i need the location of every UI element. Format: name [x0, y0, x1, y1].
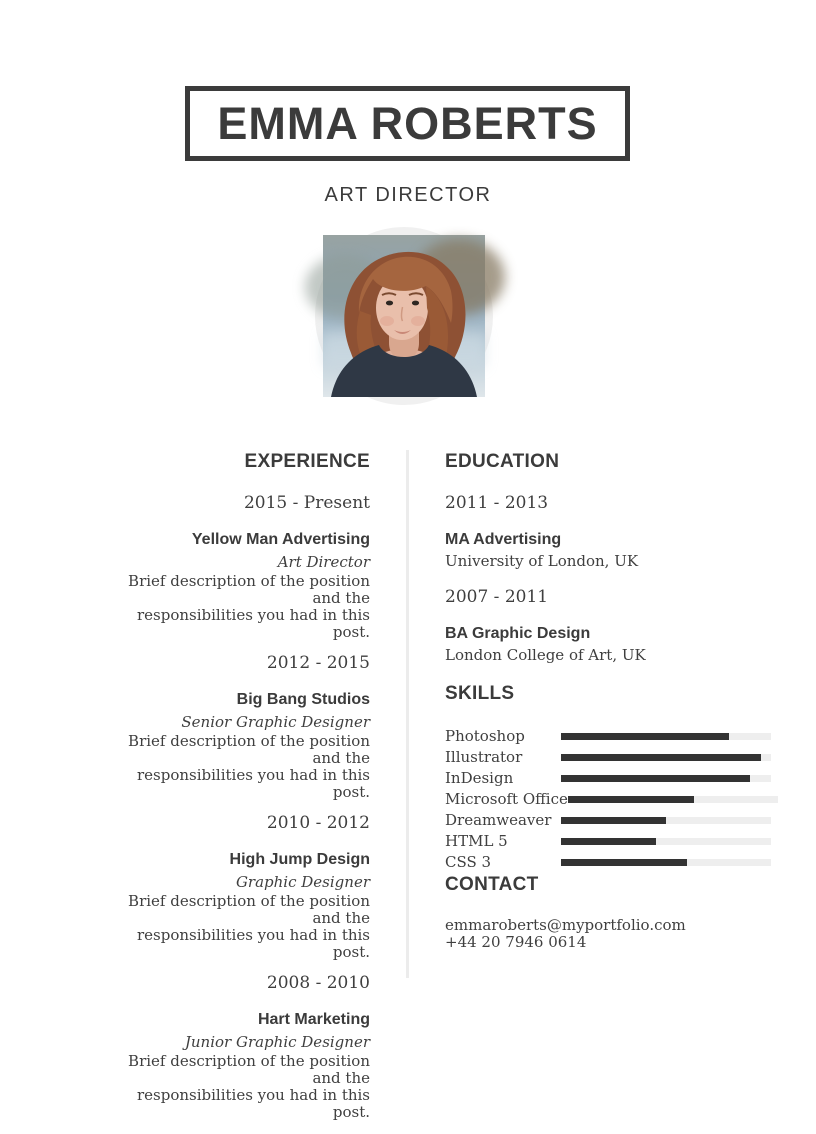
education-entry: [445, 494, 771, 570]
experience-entry: [100, 814, 370, 961]
skill-bar-fill: [568, 796, 694, 803]
company-name: High Jump Design: [229, 851, 370, 868]
education-dates: 2007 - 2011: [445, 587, 549, 607]
skill-bar-fill: [561, 754, 761, 761]
skill-label: Microsoft Office: [445, 790, 568, 808]
experience-dates: 2012 - 2015: [266, 653, 370, 673]
school-name: University of London, UK: [445, 552, 639, 570]
contact-heading: CONTACT: [445, 874, 539, 895]
experience-dates: 2015 - Present: [243, 493, 370, 513]
skill-bar-fill: [561, 733, 729, 740]
skill-bar-fill: [561, 775, 750, 782]
job-description-line: responsibilities you had in this post.: [136, 766, 370, 801]
portrait-image: [323, 235, 485, 397]
job-title: ART DIRECTOR: [324, 184, 492, 206]
job-description-line: Brief description of the position and the: [128, 732, 370, 767]
job-description-line: Brief description of the position and the: [128, 1052, 370, 1087]
job-description: [100, 573, 370, 641]
experience-entry: [100, 974, 370, 1121]
skill-row: [445, 768, 771, 789]
skill-bar-track: [561, 754, 771, 761]
education-list: [445, 494, 771, 664]
right-column: [445, 450, 771, 951]
skill-bar-track: [561, 733, 771, 740]
name-title-box: [185, 86, 630, 161]
skill-label: InDesign: [445, 769, 514, 787]
job-description-line: responsibilities you had in this post.: [136, 1086, 370, 1121]
skills-heading: SKILLS: [445, 683, 515, 704]
skill-bar-track: [561, 838, 771, 845]
skill-bar-track: [561, 775, 771, 782]
experience-dates: 2008 - 2010: [266, 973, 370, 993]
experience-dates: 2010 - 2012: [266, 813, 370, 833]
job-description-line: responsibilities you had in this post.: [136, 926, 370, 961]
skill-bar-track: [561, 859, 771, 866]
experience-list: [100, 494, 370, 1121]
skill-label: CSS 3: [445, 853, 492, 871]
skill-row: [445, 852, 771, 873]
skill-row: [445, 810, 771, 831]
profile-photo: [315, 227, 493, 405]
degree-name: MA Advertising: [445, 531, 562, 548]
job-description-line: responsibilities you had in this post.: [136, 606, 370, 641]
skills-list: [445, 726, 771, 873]
job-description-line: Brief description of the position and the: [128, 572, 370, 607]
skill-label: Illustrator: [445, 748, 523, 766]
skill-bar-fill: [561, 859, 687, 866]
company-name: Yellow Man Advertising: [191, 531, 370, 548]
skill-label: Dreamweaver: [445, 811, 552, 829]
skill-bar-fill: [561, 838, 656, 845]
job-description-line: Brief description of the position and the: [128, 892, 370, 927]
column-divider: [406, 450, 409, 978]
skill-bar-track: [561, 817, 771, 824]
degree-name: BA Graphic Design: [445, 625, 591, 642]
skill-row: [445, 747, 771, 768]
skill-label: HTML 5: [445, 832, 508, 850]
skill-label: Photoshop: [445, 727, 525, 745]
skill-bar-track: [568, 796, 778, 803]
education-heading: EDUCATION: [445, 451, 560, 472]
experience-entry: [100, 654, 370, 801]
experience-section: [100, 450, 370, 1134]
job-description: [100, 893, 370, 961]
experience-heading: EXPERIENCE: [244, 451, 370, 472]
job-role: Senior Graphic Designer: [181, 713, 370, 731]
experience-entry: [100, 494, 370, 641]
job-description: [100, 1053, 370, 1121]
skill-bar-fill: [561, 817, 666, 824]
education-dates: 2011 - 2013: [445, 493, 549, 513]
name-title: EMMA ROBERTS: [217, 98, 598, 149]
skill-row: [445, 789, 771, 810]
school-name: London College of Art, UK: [445, 646, 646, 664]
job-role: Junior Graphic Designer: [184, 1033, 370, 1051]
company-name: Big Bang Studios: [236, 691, 370, 708]
education-entry: [445, 588, 771, 664]
skill-row: [445, 726, 771, 747]
job-description: [100, 733, 370, 801]
contact-email: emmaroberts@myportfolio.com: [445, 916, 686, 934]
job-role: Art Director: [277, 553, 370, 571]
company-name: Hart Marketing: [257, 1011, 370, 1028]
skill-row: [445, 831, 771, 852]
job-role: Graphic Designer: [235, 873, 370, 891]
contact-phone: +44 20 7946 0614: [445, 933, 587, 951]
